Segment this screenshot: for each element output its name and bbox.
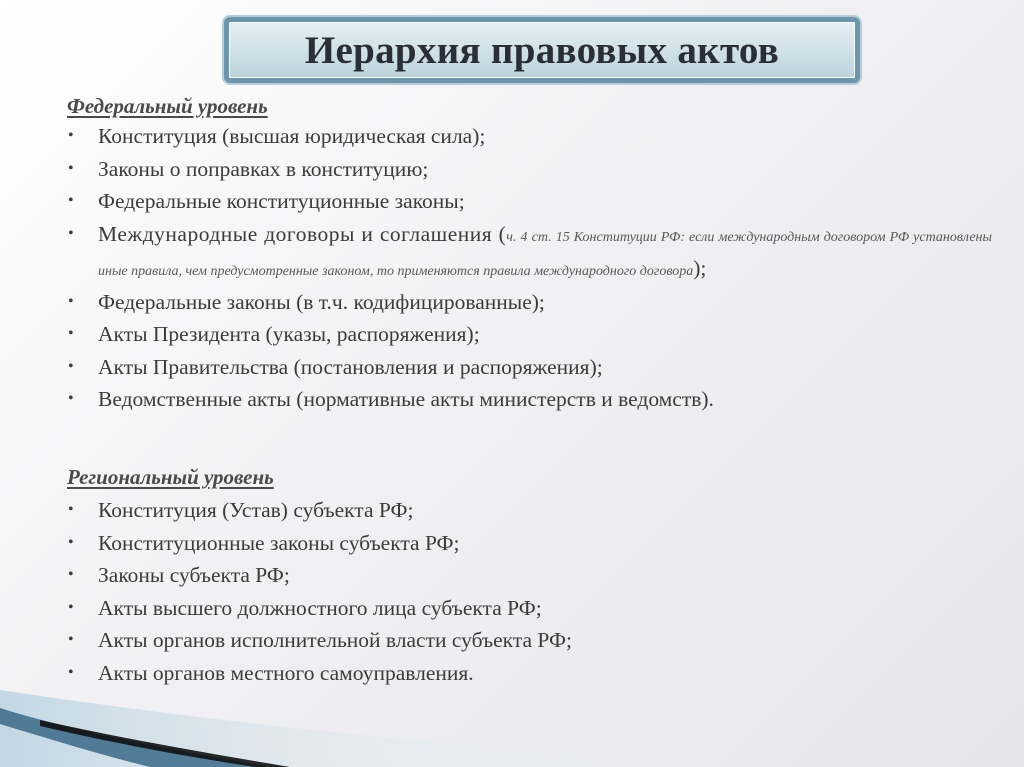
treaties-closing: ); bbox=[693, 255, 707, 280]
list-item bbox=[62, 527, 992, 560]
list-item-treaties bbox=[62, 218, 992, 286]
list-item-text: Конституция (высшая юридическая сила); bbox=[98, 124, 486, 148]
bullet-icon: • bbox=[68, 631, 74, 648]
bullet-icon: • bbox=[68, 501, 74, 518]
bullet-icon: • bbox=[68, 533, 74, 551]
bullet-icon: • bbox=[68, 663, 74, 681]
bullet-icon: • bbox=[68, 325, 74, 342]
list-item bbox=[62, 318, 992, 351]
list-item-text: Федеральные конституционные законы; bbox=[98, 189, 465, 213]
list-item-text: Акты органов исполнительной власти субъекта РФ; bbox=[98, 628, 572, 652]
bullet-icon: • bbox=[68, 598, 74, 616]
bullet-icon: • bbox=[68, 192, 74, 209]
list-item-text: Акты органов местного самоуправления. bbox=[98, 660, 474, 685]
list-item bbox=[62, 351, 992, 384]
list-item bbox=[62, 120, 992, 153]
federal-level-heading: Федеральный уровень bbox=[67, 94, 268, 118]
bullet-icon: • bbox=[68, 159, 74, 177]
list-item-text: Конституция (Устав) субъекта РФ; bbox=[98, 498, 414, 522]
list-item bbox=[62, 383, 992, 416]
list-item-text: Федеральные законы (в т.ч. кодифицированные); bbox=[98, 289, 545, 314]
bullet-icon: • bbox=[68, 224, 74, 242]
list-item-text: Акты Правительства (постановления и распоряжения); bbox=[98, 354, 603, 379]
light-swoosh bbox=[0, 690, 700, 767]
list-item bbox=[62, 592, 992, 625]
list-item-text: Конституционные законы субъекта РФ; bbox=[98, 530, 460, 555]
list-item-text: Законы о поправках в конституцию; bbox=[98, 156, 429, 181]
list-item bbox=[62, 185, 992, 218]
bullet-icon: • bbox=[68, 127, 74, 144]
bullet-icon: • bbox=[68, 357, 74, 375]
list-item-text: Ведомственные акты (нормативные акты министерств и ведомств). bbox=[98, 387, 714, 411]
page-title: Иерархия правовых актов bbox=[304, 28, 780, 72]
list-item-text: Акты высшего должностного лица субъекта РФ; bbox=[98, 595, 542, 620]
list-item bbox=[62, 657, 992, 690]
corner-swoosh-decoration bbox=[0, 690, 1024, 767]
list-item bbox=[62, 494, 992, 527]
list-item bbox=[62, 624, 992, 657]
list-item-text: Законы субъекта РФ; bbox=[98, 563, 290, 587]
treaties-text: Международные договоры и соглашения ( bbox=[98, 221, 507, 246]
regional-level-heading: Региональный уровень bbox=[67, 465, 274, 489]
list-item bbox=[62, 153, 992, 186]
federal-level-list bbox=[62, 120, 992, 416]
title-banner bbox=[224, 17, 860, 83]
bullet-icon: • bbox=[68, 292, 74, 310]
list-item bbox=[62, 286, 992, 319]
bullet-icon: • bbox=[68, 390, 74, 407]
bullet-icon: • bbox=[68, 566, 74, 583]
list-item-text: Акты Президента (указы, распоряжения); bbox=[98, 322, 480, 346]
list-item bbox=[62, 559, 992, 592]
regional-level-list bbox=[62, 494, 992, 689]
treaties-note: ч. 4 ст. 15 Конституции РФ: если международным договором РФ установлены иные правила, чем предусмотренные законом, то применяются правила международного договора bbox=[98, 229, 992, 279]
